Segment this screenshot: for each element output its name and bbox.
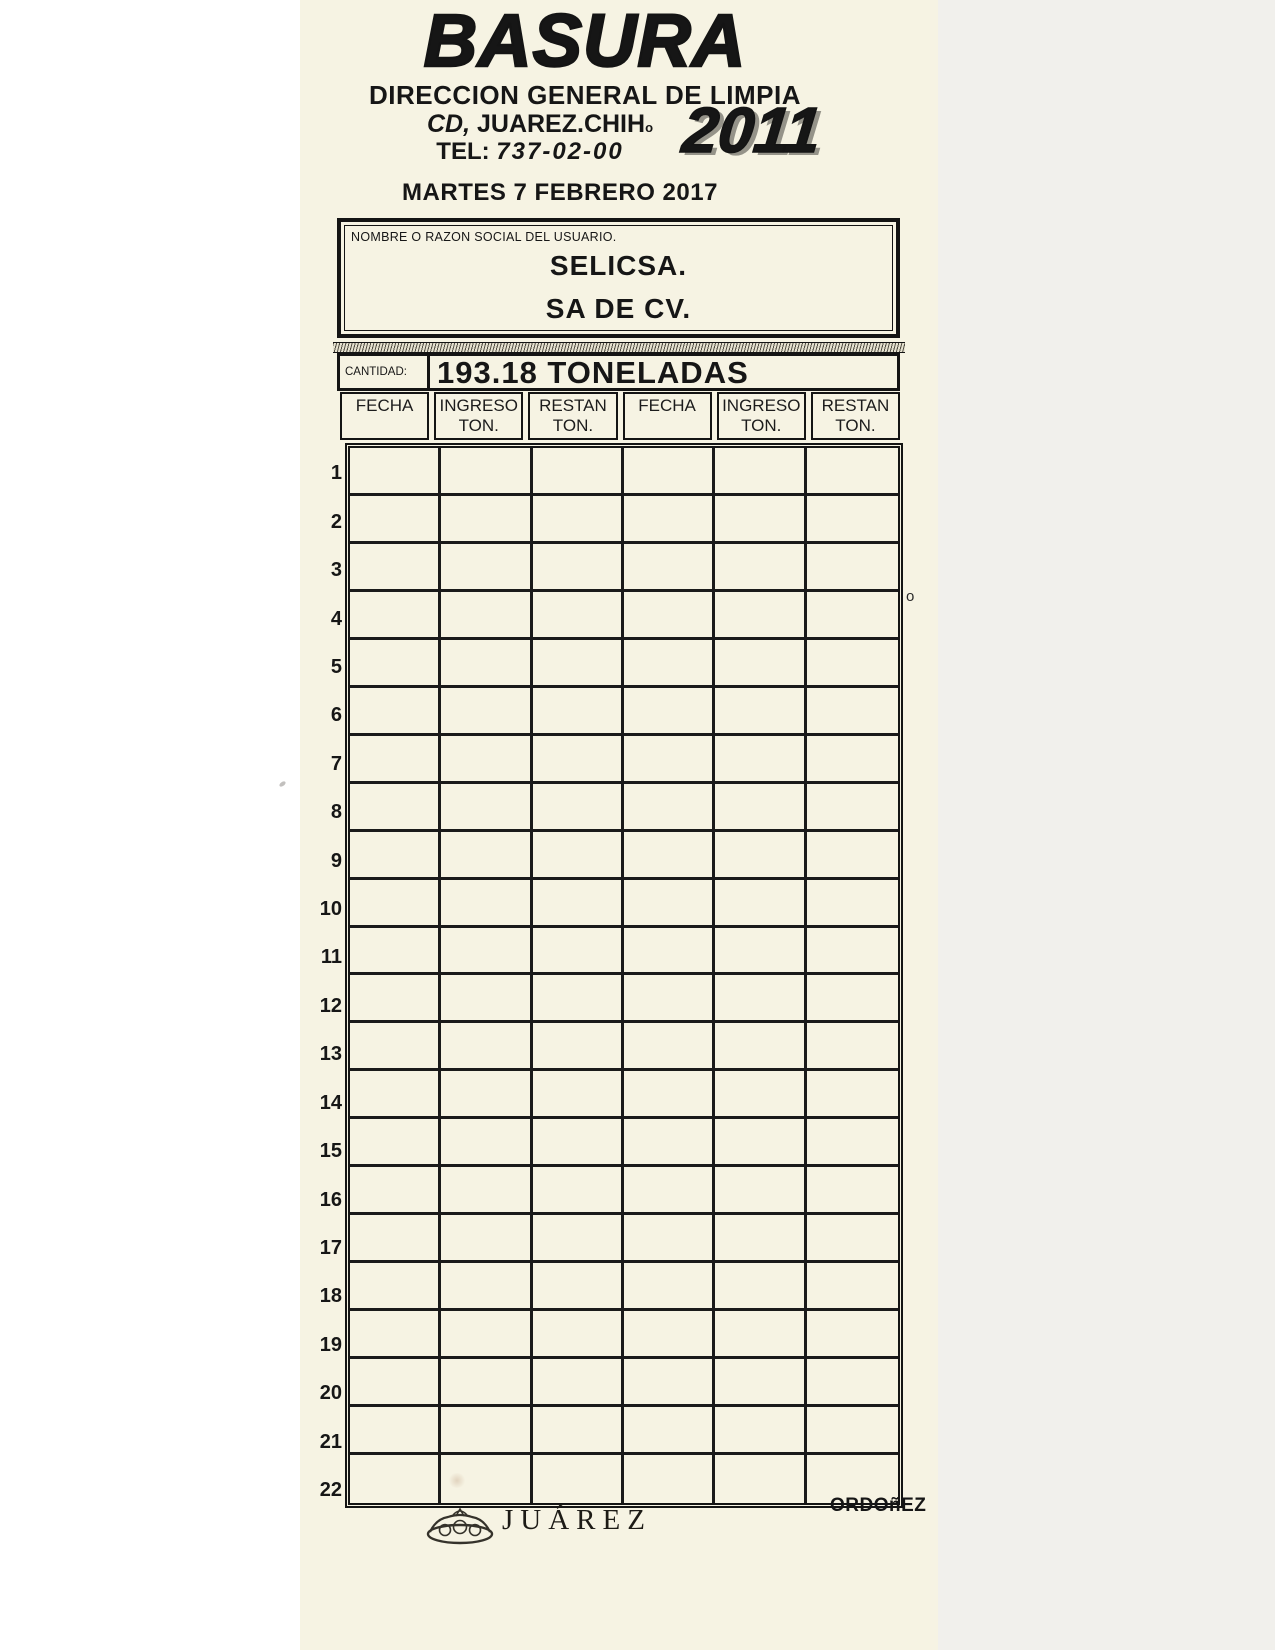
table-cell — [715, 784, 806, 832]
row-number: 20 — [319, 1382, 342, 1405]
user-box-label: NOMBRE O RAZON SOCIAL DEL USUARIO. — [351, 230, 617, 244]
table-cell — [624, 1407, 715, 1455]
table-cell — [350, 1455, 441, 1503]
table-cell — [715, 1359, 806, 1407]
row-number: 15 — [319, 1140, 342, 1163]
table-cell — [533, 1023, 624, 1071]
row-numbers — [308, 443, 342, 1508]
table-cell — [533, 736, 624, 784]
table-cell — [624, 880, 715, 928]
table-cell — [441, 832, 532, 880]
table-cell — [533, 1311, 624, 1359]
table-cell — [533, 688, 624, 736]
table-cell — [350, 880, 441, 928]
city-dot: o — [645, 120, 654, 135]
table-cell — [715, 1215, 806, 1263]
row-number: 10 — [319, 898, 342, 921]
column-header-text: TON. — [552, 416, 594, 435]
table-cell — [807, 1023, 898, 1071]
table-cell — [807, 592, 898, 640]
table-cell — [441, 448, 532, 496]
row-number: 7 — [330, 752, 342, 775]
table-cell — [533, 1263, 624, 1311]
table-cell — [441, 1071, 532, 1119]
table-cell — [715, 1023, 806, 1071]
table-cell — [624, 1071, 715, 1119]
table-cell — [715, 736, 806, 784]
table-cell — [807, 1119, 898, 1167]
column-header-text: FECHA — [355, 396, 414, 415]
column-header-text: FECHA — [638, 396, 696, 415]
table-cell — [624, 975, 715, 1023]
table-cell — [533, 1071, 624, 1119]
table-cell — [441, 496, 532, 544]
log-table — [345, 443, 903, 1508]
table-cell — [441, 1263, 532, 1311]
row-number: 14 — [319, 1091, 342, 1114]
table-cell — [350, 1311, 441, 1359]
table-cell — [441, 736, 532, 784]
row-number: 22 — [319, 1478, 342, 1501]
table-cell — [350, 928, 441, 976]
year-stamp: 2011 — [679, 94, 825, 166]
table-cell — [715, 640, 806, 688]
column-header-text: INGRESO — [439, 396, 518, 415]
table-cell — [533, 975, 624, 1023]
table-cell — [350, 544, 441, 592]
table-cell — [533, 544, 624, 592]
scan-smudge — [448, 1473, 466, 1488]
row-number: 11 — [320, 946, 342, 969]
table-cell — [715, 1071, 806, 1119]
column-header-fecha-1 — [340, 392, 429, 440]
table-cell — [533, 1455, 624, 1503]
table-cell — [350, 784, 441, 832]
table-cell — [350, 1407, 441, 1455]
table-cell — [533, 592, 624, 640]
table-cell — [807, 544, 898, 592]
table-cell — [715, 1455, 806, 1503]
row-number: 16 — [319, 1188, 342, 1211]
table-cell — [807, 640, 898, 688]
table-cell — [715, 544, 806, 592]
table-cell — [715, 592, 806, 640]
table-grid — [350, 448, 898, 1503]
table-cell — [715, 448, 806, 496]
table-cell — [533, 1119, 624, 1167]
table-cell — [441, 975, 532, 1023]
user-name-line1: SELICSA. — [549, 250, 688, 281]
table-cell — [350, 832, 441, 880]
table-cell — [350, 1263, 441, 1311]
row-number: 13 — [319, 1043, 342, 1066]
table-cell — [807, 1407, 898, 1455]
quantity-value: 193.18 TONELADAS — [437, 356, 749, 388]
table-cell — [807, 1167, 898, 1215]
table-cell — [624, 1119, 715, 1167]
table-cell — [715, 832, 806, 880]
table-cell — [350, 736, 441, 784]
table-cell — [624, 544, 715, 592]
table-cell — [533, 880, 624, 928]
basura-ticket — [300, 0, 938, 1650]
table-cell — [350, 448, 441, 496]
table-cell — [350, 975, 441, 1023]
row-number: 3 — [330, 559, 342, 582]
column-header-text: INGRESO — [722, 396, 801, 415]
column-header-text: RESTAN — [539, 396, 607, 415]
table-cell — [807, 1311, 898, 1359]
row-number: 12 — [319, 994, 342, 1017]
table-cell — [441, 544, 532, 592]
table-cell — [624, 1455, 715, 1503]
table-cell — [624, 688, 715, 736]
column-header-restan-1 — [528, 392, 617, 440]
table-cell — [441, 1215, 532, 1263]
table-cell — [715, 1167, 806, 1215]
table-cell — [441, 640, 532, 688]
column-header-text: TON. — [458, 416, 499, 435]
table-cell — [807, 1215, 898, 1263]
table-cell — [350, 1119, 441, 1167]
table-cell — [350, 1215, 441, 1263]
table-cell — [624, 640, 715, 688]
table-cell — [624, 928, 715, 976]
table-cell — [624, 1263, 715, 1311]
table-cell — [533, 928, 624, 976]
tel-number: 737-02-00 — [496, 138, 624, 165]
table-cell — [533, 496, 624, 544]
table-cell — [441, 1407, 532, 1455]
row-number: 2 — [330, 510, 342, 533]
department-line: DIRECCION GENERAL DE LIMPIA — [369, 80, 801, 110]
hatched-divider — [333, 342, 905, 353]
table-cell — [807, 1263, 898, 1311]
table-cell — [807, 448, 898, 496]
juarez-crest-icon — [422, 1506, 498, 1546]
table-cell — [441, 592, 532, 640]
table-cell — [441, 1023, 532, 1071]
table-cell — [441, 1311, 532, 1359]
table-cell — [624, 1359, 715, 1407]
table-cell — [715, 496, 806, 544]
table-cell — [807, 1071, 898, 1119]
table-cell — [350, 640, 441, 688]
row-number: 8 — [330, 801, 342, 824]
column-header-text: RESTAN — [821, 396, 890, 415]
row-number: 18 — [319, 1285, 342, 1308]
row-number: 4 — [330, 607, 342, 630]
table-cell — [624, 1215, 715, 1263]
row-number: 5 — [330, 656, 342, 679]
row-number: 1 — [330, 462, 342, 485]
table-cell — [533, 784, 624, 832]
row-number: 17 — [319, 1236, 342, 1259]
table-cell — [441, 1119, 532, 1167]
table-cell — [533, 832, 624, 880]
table-cell — [807, 928, 898, 976]
table-cell — [624, 1311, 715, 1359]
table-cell — [533, 1359, 624, 1407]
table-cell — [350, 496, 441, 544]
page-title: BASURA — [423, 0, 747, 82]
quantity-row — [337, 353, 900, 391]
table-cell — [350, 1167, 441, 1215]
table-cell — [807, 832, 898, 880]
column-header-ingreso-2 — [717, 392, 806, 440]
table-cell — [715, 975, 806, 1023]
table-cell — [533, 1215, 624, 1263]
table-cell — [350, 1023, 441, 1071]
table-cell — [533, 448, 624, 496]
table-cell — [624, 1167, 715, 1215]
table-cell — [624, 496, 715, 544]
table-cell — [624, 784, 715, 832]
quantity-label: CANTIDAD: — [340, 356, 430, 388]
table-cell — [715, 1407, 806, 1455]
table-cell — [441, 784, 532, 832]
table-cell — [807, 784, 898, 832]
table-cell — [807, 1359, 898, 1407]
table-cell — [441, 928, 532, 976]
table-cell — [624, 592, 715, 640]
user-box-inner-border — [344, 225, 893, 331]
table-cell — [807, 688, 898, 736]
table-cell — [441, 688, 532, 736]
table-cell — [715, 1119, 806, 1167]
row-number: 9 — [330, 849, 342, 872]
table-cell — [350, 1071, 441, 1119]
table-cell — [624, 1023, 715, 1071]
table-cell — [807, 736, 898, 784]
juarez-wordmark: JUÁREZ — [502, 1504, 652, 1536]
user-box — [337, 218, 900, 338]
date-line: MARTES 7 FEBRERO 2017 — [402, 179, 718, 206]
table-cell — [350, 688, 441, 736]
stray-mark: o — [906, 588, 915, 605]
table-cell — [350, 592, 441, 640]
table-cell — [715, 880, 806, 928]
table-cell — [807, 496, 898, 544]
row-number: 21 — [319, 1430, 342, 1453]
table-cell — [624, 736, 715, 784]
city-prefix: CD, — [426, 110, 471, 138]
table-cell — [807, 975, 898, 1023]
column-header-fecha-2 — [623, 392, 712, 440]
table-cell — [441, 880, 532, 928]
user-name-line2: SA DE CV. — [545, 293, 692, 324]
table-cell — [441, 1167, 532, 1215]
row-number: 6 — [330, 704, 342, 727]
column-header-text: TON. — [741, 416, 782, 435]
table-cell — [715, 1311, 806, 1359]
signature-stamp: ORDOñEZ — [830, 1495, 927, 1516]
table-cell — [533, 640, 624, 688]
column-header-text: TON. — [835, 416, 876, 435]
table-cell — [715, 688, 806, 736]
table-cell — [441, 1359, 532, 1407]
column-header-ingreso-1 — [434, 392, 523, 440]
table-cell — [624, 832, 715, 880]
scan-right-margin — [938, 0, 1275, 1650]
table-cell — [624, 448, 715, 496]
table-cell — [533, 1407, 624, 1455]
row-number: 19 — [319, 1333, 342, 1356]
table-cell — [715, 1263, 806, 1311]
tel-label: TEL: — [436, 138, 490, 165]
column-header-restan-2 — [811, 392, 900, 440]
city-main: JUAREZ.CHIH — [470, 110, 646, 138]
table-cell — [533, 1167, 624, 1215]
table-header-row — [340, 392, 900, 440]
table-cell — [807, 880, 898, 928]
table-cell — [715, 928, 806, 976]
table-cell — [350, 1359, 441, 1407]
scan-speck — [278, 780, 286, 787]
